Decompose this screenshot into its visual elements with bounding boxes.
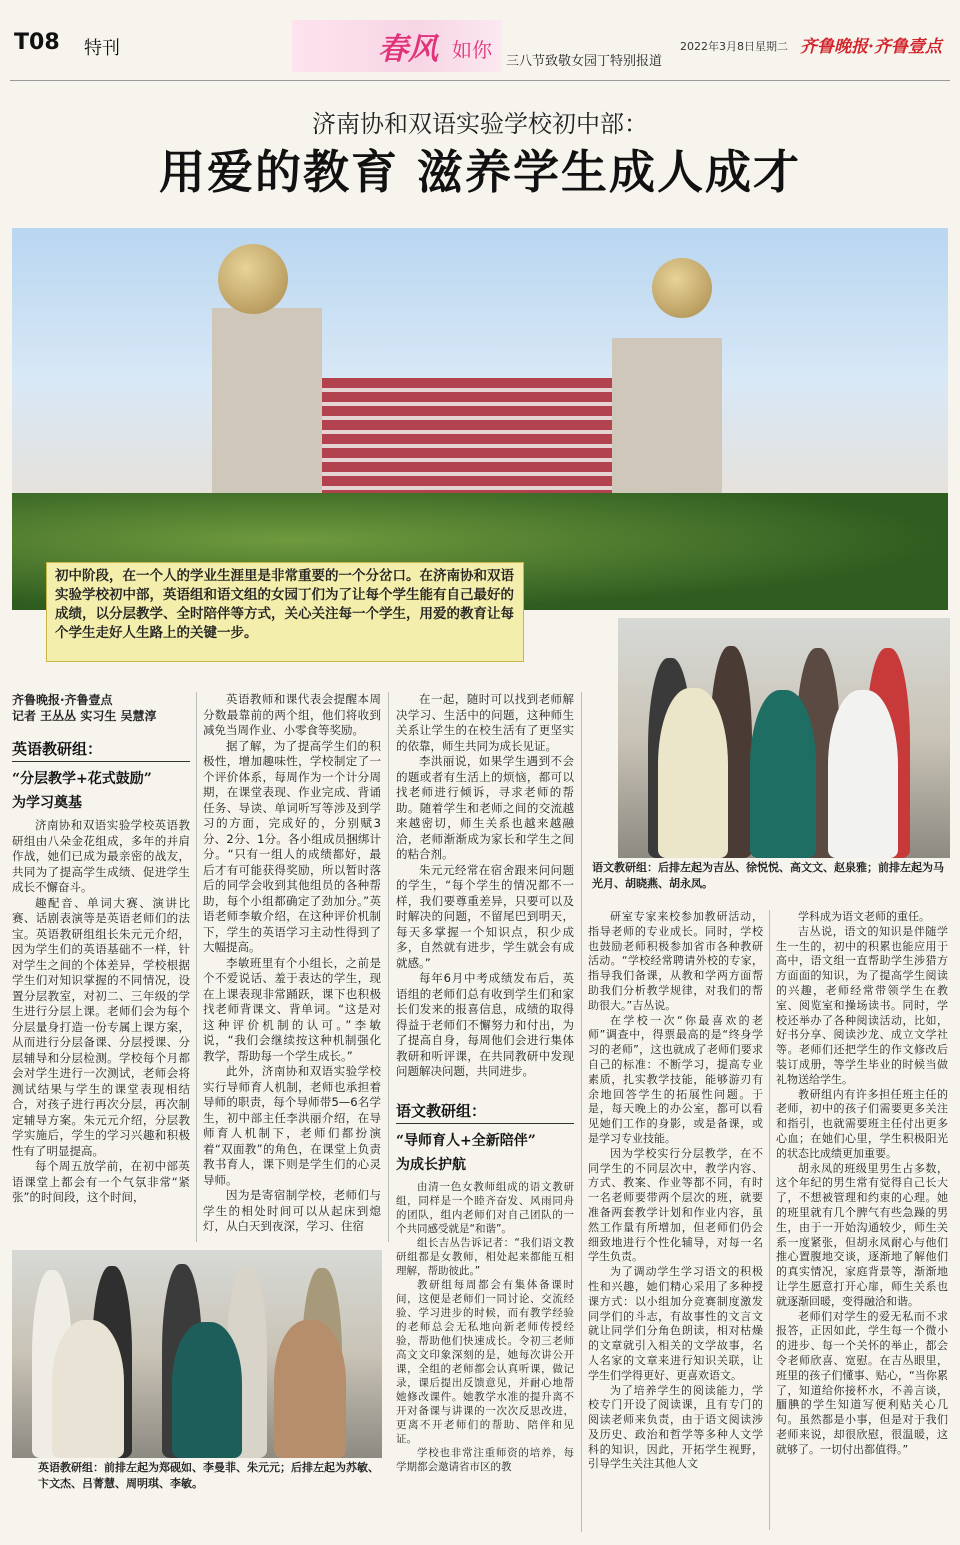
column-rule	[581, 692, 582, 1532]
issue-date: 2022年3月8日	[680, 40, 755, 53]
paragraph: 学科成为语文老师的重任。	[798, 910, 930, 923]
teacher-figure	[750, 690, 816, 858]
english-subheading-1: “分层教学+花式鼓励”	[12, 771, 152, 787]
article-column-5	[776, 910, 948, 1457]
teacher-figure	[52, 1320, 124, 1458]
paragraph: 在一起，随时可以找到老师解决学习、生活中的问题，这种师生关系让学生的在校生活有了更坚实的依靠，师生共同为成长见证。	[396, 692, 574, 753]
article-column-3-bottom	[396, 1180, 574, 1474]
teacher-figure	[172, 1322, 242, 1458]
intro-box: 初中阶段，在一个人的学业生涯里是非常重要的一个分岔口。在济南协和双语实验学校初中部，英语组和语文组的女园丁们为了让每个学生能有自己最好的成绩，以分层教学、全时陪伴等方式，关心关注每一个学生，用爱的教育让每个学生走好人生路上的关键一步。	[46, 562, 524, 662]
english-group-photo	[12, 1250, 382, 1458]
paragraph: 老师们对学生的爱无私而不求报答，正因如此，学生每一个微小的进步、每一个关怀的举止，都会令老师欣喜、宽慰。在吉丛眼里，班里的孩子们懂事、贴心，“当你累了，知道给你接杯水，不善言谈，腼腆的学生知道写便利贴关心几句。虽然都是小事，但是对于我们老师来说，却很欣慰，很温暖，这就够了。一切付出都值得。”	[776, 1309, 948, 1456]
paragraph: 朱元元经常在宿舍跟来问问题的学生，“每个学生的情况都不一样，我们要尊重差异，只要可以及时解决的问题，不留尾巴到明天，每天多掌握一个知识点，积少成多，自然就有进步，学生就会有成就感。”	[396, 862, 574, 970]
chinese-group-heading: 语文教研组：	[396, 1100, 574, 1124]
chinese-subheading-2: 为成长护航	[396, 1157, 466, 1173]
section-name: 特刊	[84, 38, 120, 59]
article-column-1	[12, 818, 190, 1206]
column-rule	[196, 692, 197, 1242]
paragraph: 每个周五放学前，在初中部英语课堂上都会有一个气氛非常“紧张”的时间段，这个时间，	[12, 1159, 190, 1204]
teacher-figure	[274, 1320, 346, 1458]
paragraph: 每年6月中考成绩发布后，英语组的老师们总有收到学生们和家长们发来的报喜信息，成绩的取得得益于老师们不懈努力和付出，为了提高自身，每周他们会进行集体教研和听评课，在共同教研中发现问题解决问题，共同进步。	[396, 971, 574, 1078]
kicker-title: 济南协和双语实验学校初中部：	[312, 110, 648, 138]
paragraph: 吉丛说，语文的知识是伴随学生一生的，初中的积累也能应用于高中，语文组一直帮助学生涉猎方方面面的知识，为了提高学生阅读的兴趣，老师经常带领学生在教室、阅览室和操场读书。同时，学校还举办了各种阅读活动，比如，好书分享、阅读沙龙、成立文学社等。老师们还把学生的作文修改后装订成册，等学生毕业的时候当做礼物送给学生。	[776, 924, 948, 1086]
logo-chun-feng: 春风	[378, 32, 438, 67]
paragraph: 由清一色女教师组成的语文教研组，同样是一个睦齐奋发、风雨同舟的团队，组内老师们对自己团队的一个共同感受就是“和谐”。	[396, 1181, 574, 1235]
paragraph: 组长吉丛告诉记者：“我们语文教研组都是女教师，相处起来都能互相理解，帮助彼此。”	[396, 1237, 574, 1277]
main-headline: 用爱的教育 滋养学生成人成才	[158, 145, 801, 199]
byline-source: 齐鲁晚报·齐鲁壹点	[12, 693, 113, 707]
paragraph: 趣配音、单词大赛、演讲比赛、话剧表演等是英语老师们的法宝。英语教研组组长朱元元介绍，因为学生们的英语基础不一样，针对学生之间的个体差异，学校根据学生们对知识掌握的不同情况，设置分层教室，对初二、三年级的学生进行分层上课。老师们会为每个分层量身打造一份专属上课方案，从而进行分层备课、分层授课、分层辅导和分层检测。学校每个月都会对学生进行一次测试，老师会将测试结果与学生的课堂表现相结合，对孩子进行再次分层，再次制定辅导方案。朱元元介绍，分层教学实施后，学生的学习兴趣和积极性有了明显提高。	[12, 895, 190, 1158]
teacher-figure	[828, 690, 898, 858]
header-divider	[10, 80, 950, 81]
paragraph: 胡永凤的班级里男生占多数，这个年纪的男生常有觉得自己长大了，不想被管理和约束的心理。她的班里就有几个脾气有些急躁的男生，由于一开始沟通较少，师生关系一度紧张，但胡永凤耐心与他们推心置腹地交谈，逐渐地了解他们的真实情况，家庭背景等，渐渐地让学生愿意打开心扉，师生关系也就逐渐回暖，变得融洽和谐。	[776, 1161, 948, 1308]
paragraph: 据了解，为了提高学生们的积极性，增加趣味性，学校制定了一个评价体系，每周作为一个计分周期，在课堂表现、作业完成、背诵任务、导读、单词听写等涉及到学习的方面，完成好的，分别赋3分、2分、1分。各小组成员捆绑计分。“只有一组人的成绩都好，最后才有可能获得奖励，所以暂时落后的同学会收到其他组员的各种帮助，每个小组都确定了劲加分。”英语老师李敏介绍，在这种评价机制下，学生的英语学习主动性得到了大幅提高。	[203, 738, 381, 954]
issue-weekday: 星期二	[755, 40, 788, 53]
chinese-group-photo	[618, 618, 950, 858]
article-column-2	[203, 692, 381, 1235]
column-rule	[769, 910, 770, 1530]
golden-sphere-right	[652, 258, 712, 318]
article-column-4	[588, 910, 763, 1472]
paragraph: 为了调动学生学习语文的积极性和兴趣，她们精心采用了多种授课方式：以小组加分竞赛制度激发同学们的斗志，有故事性的文言文就让同学们分角色朗读，相对枯燥的文章就引入相关的文学故事，名人名家的文章来进行知识关联，让学生们学得更好、更喜欢语文。	[588, 1265, 763, 1382]
teacher-figure	[658, 688, 728, 858]
paragraph: 英语教师和课代表会提醒本周分数最靠前的两个组，他们将收到减免当周作业、小零食等奖励。	[203, 692, 381, 737]
paragraph: 因为学校实行分层教学，在不同学生的不同层次中，教学内容、方式、教案、作业等都不同，有时一名老师要带两个层次的班，就要准备两套教学计划和作业内容，虽然工作量有所增加，但老师们仍会细致地进行个性化辅导，对每一名学生负责。	[588, 1146, 763, 1264]
column-rule	[388, 692, 389, 1242]
chinese-photo-caption: 语文教研组：后排左起为吉丛、徐悦悦、高文文、赵泉雅；前排左起为马光月、胡晓燕、胡永凤。	[592, 861, 944, 890]
english-group-heading: 英语教研组：	[12, 738, 190, 762]
paragraph: 李洪丽说，如果学生遇到不会的题或者有生活上的烦恼，都可以找老师进行倾诉，寻求老师的帮助。随着学生和老师之间的交流越来越密切，师生关系也越来越融洽，老师渐渐成为家长和学生之间的粘合剂。	[396, 754, 574, 861]
english-subheading-2: 为学习奠基	[12, 795, 82, 811]
paragraph: 李敏班里有个小组长，之前是个不爱说话、羞于表达的学生，现在上课表现非常踊跃，课下也积极找老师背课文、背单词。“这是对这种评价机制的认可。”李敏说，“我们会继续按这种机制强化教学，帮助每一个学生成长。”	[203, 955, 381, 1063]
paragraph: 学校也非常注重师资的培养，每学期都会邀请省市区的教	[396, 1447, 574, 1473]
paragraph: 此外，济南协和双语实验学校实行导师育人机制，老师也承担着导师的职责，每个导师带5—6名学生，初中部主任李洪丽介绍，在导师育人机制下，老师们都扮演着“双面教”的角色，在课堂上负责教书育人，课下则是学生们的心灵导师。	[203, 1064, 381, 1187]
paragraph: 在学校一次“你最喜欢的老师”调查中，得票最高的是“终身学习的老师”，这也就成了老师们要求自己的标准：不断学习，提高专业素质，扎实教学技能，能够游刃有余地回答学生的拓展性问题。于是，每天晚上的办公室，都可以看见她们工作的身影，或是备课，或是学习专业技能。	[588, 1013, 763, 1145]
paragraph: 为了培养学生的阅读能力，学校专门开设了阅读课，且有专门的阅读老师来负责，由于语文阅读涉及历史、政治和哲学等多种人文学科的知识，因此，开拓学生视野，引导学生关注其他人文	[588, 1383, 763, 1471]
paragraph: 研室专家来校参加教研活动，指导老师的专业成长。同时，学校也鼓励老师积极参加省市各种教研活动。“学校经常聘请外校的专家，指导我们备课，从教和学两方面帮助我们分析教学规律，对我们的帮助很大。”吉丛说。	[588, 910, 763, 1012]
chinese-subheading-1: “导师育人+全新陪伴”	[396, 1133, 536, 1149]
english-photo-caption: 英语教研组：前排左起为郑砚如、李曼菲、朱元元；后排左起为苏敏、卞文杰、吕菁慧、周明琪、李敏。	[38, 1461, 379, 1490]
golden-sphere-left	[218, 244, 288, 314]
article-column-3-top	[396, 692, 574, 1080]
paragraph: 教研组内有许多担任班主任的老师，初中的孩子们需要更多关注和指引，也就需要班主任付出更多心血；在她们心里，学生积极阳光的状态比成绩更加重要。	[776, 1087, 948, 1160]
logo-ru-ni: 如你	[452, 38, 492, 62]
newspaper-logo: 齐鲁晚报·齐鲁壹点	[800, 37, 942, 57]
paragraph: 因为是寄宿制学校，老师们与学生的相处时间可以从起床到熄灯，从白天到夜深，学习、住宿	[203, 1188, 381, 1233]
byline-reporters: 记者 王丛丛 实习生 吴慧淳	[12, 709, 157, 723]
school-gate-photo	[12, 228, 948, 610]
page-number: T08	[14, 30, 60, 55]
paragraph: 教研组每周都会有集体备课时间，这便是老师们一同讨论、交流经验、学习进步的时候，而有教学经验的老师总会无私地向新老师传授经验，帮助他们快速成长。令初三老师高文文印象深刻的是，她每次讲公开课，全组的老师都会认真听课，做记录，课后提出反馈意见，并耐心地帮她修改课件。她教学水准的提升离不开对备课与讲课的一次次反思改进，更离不开老师们的帮助、陪伴和见证。	[396, 1279, 574, 1445]
paragraph: 济南协和双语实验学校英语教研组由八朵金花组成，多年的并肩作战，她们已成为最亲密的战友，共同为了提高学生成绩、促进学生成长不懈奋斗。	[12, 818, 190, 894]
special-report-subhead: 三八节致敬女园丁特别报道	[506, 54, 663, 69]
